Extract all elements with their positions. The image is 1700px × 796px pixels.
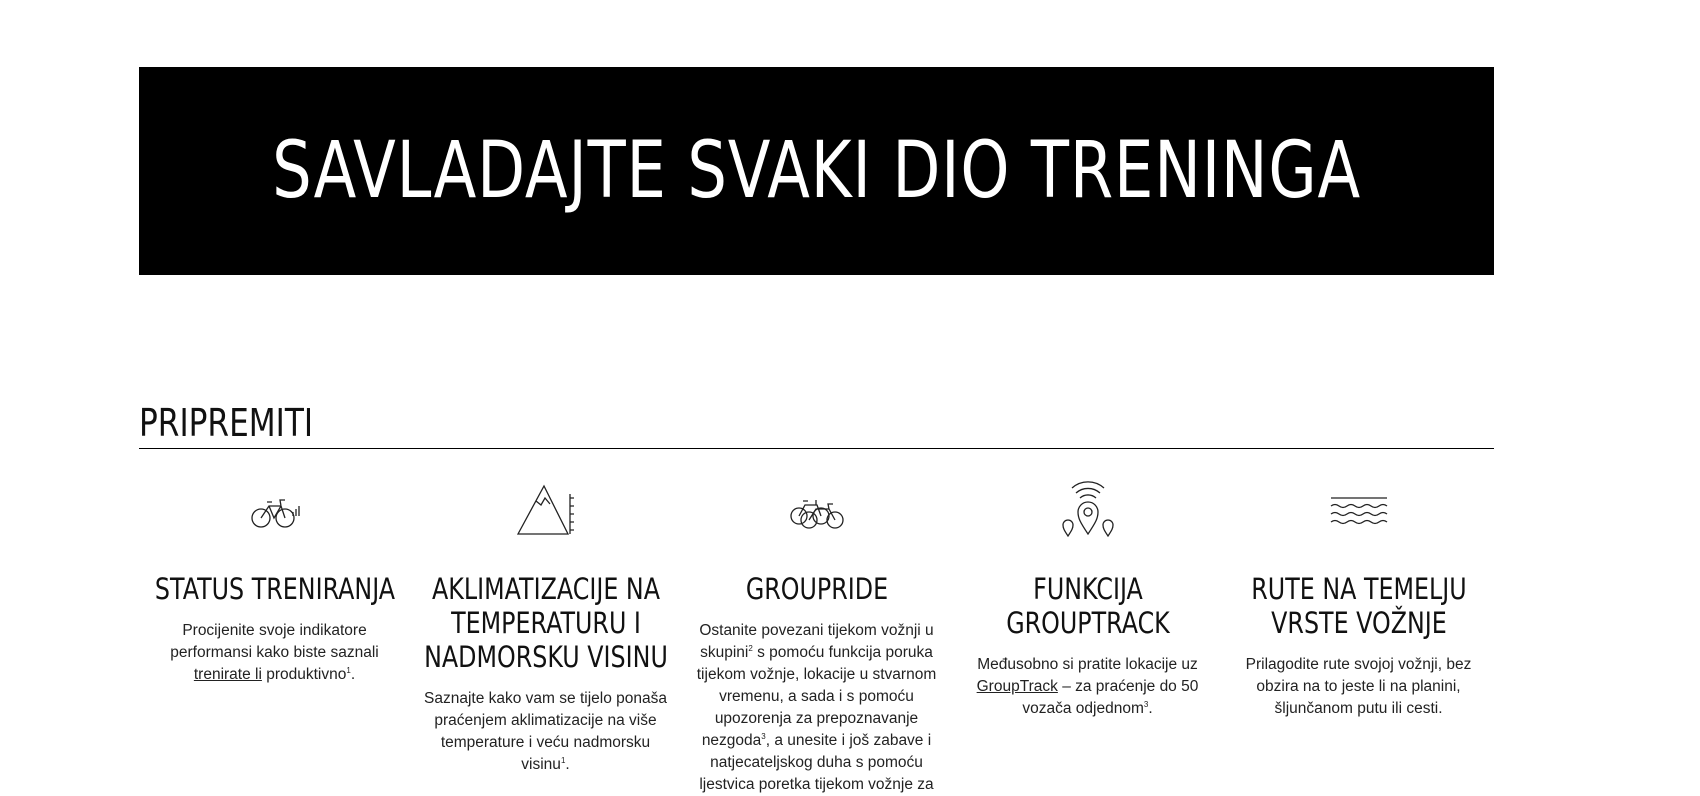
feature-title: GROUPRIDE (745, 572, 888, 606)
feature-ride-type-routes (1223, 478, 1494, 796)
feature-title: FUNKCIJA GROUPTRACK (1005, 572, 1170, 640)
terrain-waves-icon (1327, 478, 1391, 542)
group-bikes-icon (785, 478, 849, 542)
feature-description: Međusobno si pratite lokacije uz GroupTrack – za praćenje do 50 vozača odjednom$^3$. (976, 656, 1199, 717)
mountain-icon (514, 478, 578, 542)
feature-list (139, 478, 1494, 796)
feature-groupride (681, 478, 952, 796)
feature-description: Ostanite povezani tijekom vožnji u skupini$^2$ s pomoću funkcija poruka tijekom vožnje, lokacije u stvarnom vremenu, a sada i s pomoću upozorenja za prepoznavanje nezgoda$^3$, a unesite i još zabave i natjecateljskog duha s pomoću ljestvica poretka tijekom vožnje za (696, 622, 937, 793)
feature-title: RUTE NA TEMELJU VRSTE VOŽNJE (1250, 572, 1467, 640)
section-header (139, 398, 1494, 449)
location-pins-icon (1056, 478, 1120, 542)
trenirate-li-link[interactable]: trenirate li (193, 666, 262, 683)
hero-title: SAVLADAJTE SVAKI DIO TRENINGA (272, 126, 1361, 216)
hero-banner (139, 67, 1494, 275)
feature-description: Prilagodite rute svojoj vožnji, bez obzira na to jeste li na planini, šljunčanom putu ili cesti. (1245, 656, 1472, 717)
feature-description: Saznajte kako vam se tijelo ponaša praćenjem aklimatizacije na više temperature i veću nadmorsku visinu$^1$. (424, 690, 667, 773)
feature-training-status (139, 478, 410, 796)
feature-acclimation (410, 478, 681, 796)
bike-status-icon (243, 478, 307, 542)
feature-title: STATUS TRENIRANJA (154, 572, 395, 606)
grouptrack-link[interactable]: GroupTrack (976, 678, 1058, 695)
feature-grouptrack (952, 478, 1223, 796)
section-title: PRIPREMITI (139, 401, 314, 445)
feature-description: Procijenite svoje indikatore performansi kako biste saznali trenirate li produktivno$^1$. (170, 622, 379, 683)
feature-title: AKLIMATIZACIJE NA TEMPERATURU I NADMORSKU VISINU (423, 572, 668, 674)
